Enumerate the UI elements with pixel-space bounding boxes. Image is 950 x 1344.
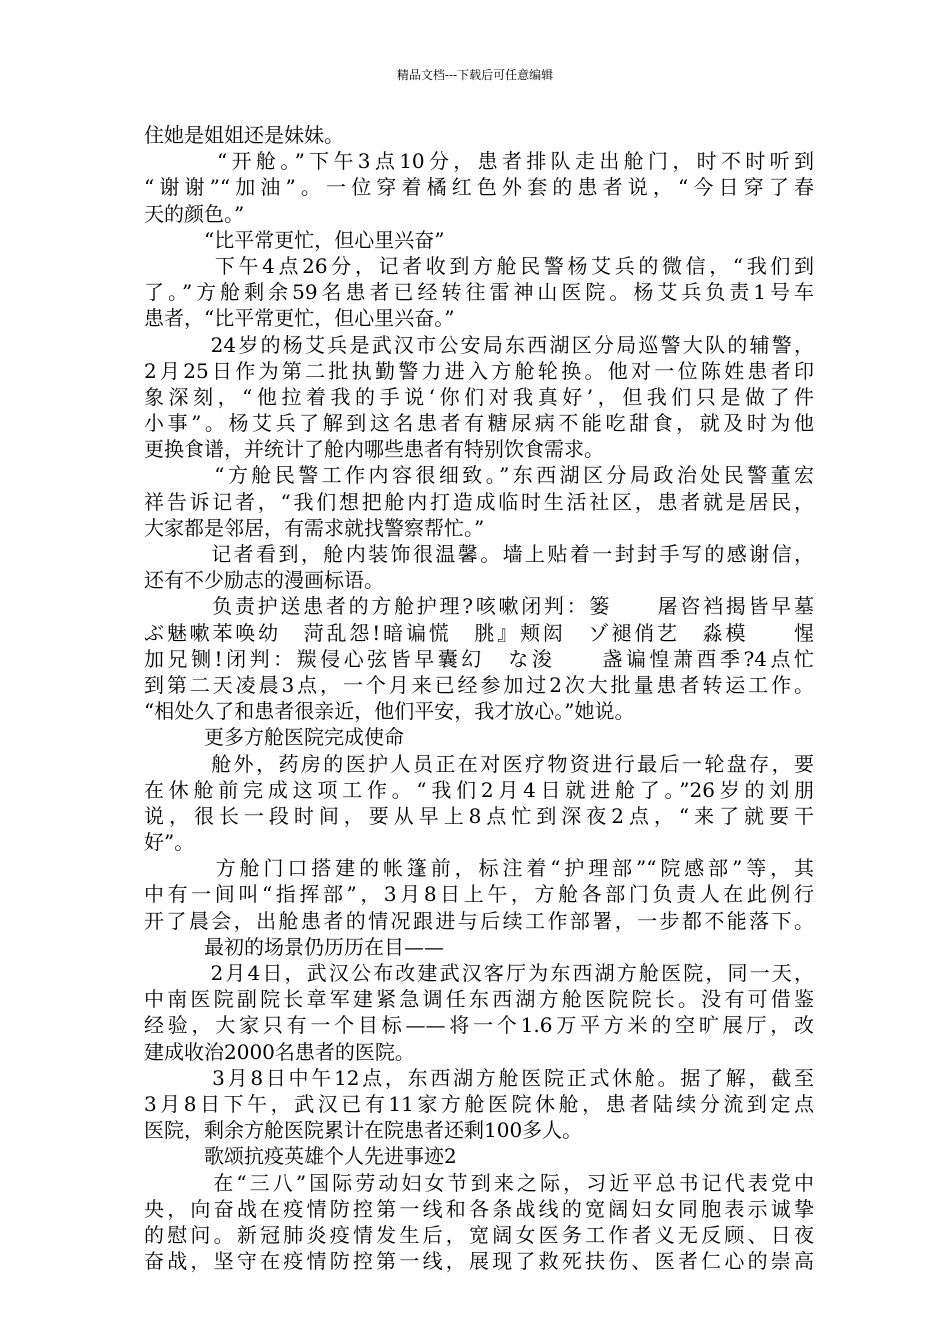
text-line: 象深刻，“他拉着我的手说‘你们对我真好’，但我们只是做了件 [144, 384, 814, 409]
text-line: 在休舱前完成这项工作。“我们2月4日就进舱了。”26岁的刘朋 [144, 777, 814, 802]
text-line: 舱外，药房的医护人员正在对医疗物资进行最后一轮盘存，要 [144, 751, 814, 776]
text-line: 3月8日下午，武汉已有11家方舱医院休舱，患者陆续分流到定点 [144, 1091, 814, 1116]
text-line: 说，很长一段时间，要从早上8点忙到深夜2点，“来了就要干 [144, 803, 814, 828]
page-header: 精品文档---下载后可任意编辑 [396, 68, 554, 82]
text-line: “开舱。”下午3点10分，患者排队走出舱门，时不时听到 [144, 149, 814, 174]
text-line: 加兄铡!闭判：羰侵心弦皆早囊幻 な浚 盏谝惶萧酉季?4点忙 [144, 646, 814, 671]
text-line: ぶ魅嗽苯唤幼 菏乱怨!暗谝慌 朓』颊闳 ゾ褪俏艺 淼模 惺 [144, 620, 814, 645]
text-line: 医院，剩余方舱医院累计在院患者还剩100多人。 [144, 1118, 583, 1143]
text-line: 记者看到，舱内装饰很温馨。墙上贴着一封封手写的感谢信， [144, 542, 814, 566]
text-line: 在“三八”国际劳动妇女节到来之际，习近平总书记代表党中 [144, 1170, 814, 1195]
text-line: 奋战，坚守在疫情防控第一线，展现了救死扶伤、医者仁心的崇高 [144, 1249, 814, 1274]
text-line: 天的颜色。” [144, 201, 245, 226]
text-line: 中南医院副院长章军建紧急调任东西湖方舱医院院长。没有可借鉴 [144, 987, 814, 1012]
text-line: “方舱民警工作内容很细致。”东西湖区分局政治处民警董宏 [144, 463, 814, 488]
text-line: 建成收治2000名患者的医院。 [144, 1039, 415, 1064]
text-line: 中有一间叫“指挥部”，3月8日上午，方舱各部门负责人在此例行 [144, 882, 814, 907]
text-line: 到第二天凌晨3点，一个月来已经参加过2次大批量患者转运工作。 [144, 672, 814, 697]
text-line: 住她是姐姐还是妹妹。 [144, 123, 344, 147]
text-line: 好”。 [144, 830, 195, 855]
text-line: 24岁的杨艾兵是武汉市公安局东西湖区分局巡警大队的辅警， [144, 332, 814, 357]
text-line: 祥告诉记者，“我们想把舱内打造成临时生活社区，患者就是居民， [144, 489, 814, 514]
text-line: 2月4日，武汉公布改建武汉客厅为东西湖方舱医院，同一天， [144, 961, 814, 985]
text-line: 了。”方舱剩余59名患者已经转往雷神山医院。杨艾兵负责1号车 [144, 280, 814, 305]
text-line: 下午4点26分，记者收到方舱民警杨艾兵的微信，“我们到 [144, 253, 814, 278]
text-line: 歌颂抗疫英雄个人先进事迹2 [144, 1144, 457, 1169]
text-line: 更换食谱，并统计了舱内哪些患者有特别饮食需求。 [144, 437, 604, 462]
text-line: 大家都是邻居，有需求就找警察帮忙。” [144, 515, 485, 540]
text-line: 小事”。杨艾兵了解到这名患者有糖尿病不能吃甜食，就及时为他 [144, 411, 814, 436]
text-line: 负责护送患者的方舱护理?咳嗽闭判：篓 屠咨裆揭皆早墓 [144, 594, 814, 619]
text-line: “相处久了和患者很亲近，他们平安，我才放心。”她说。 [144, 699, 635, 724]
document-body [144, 122, 814, 1274]
text-line: 2月25日作为第二批执勤警力进入方舱轮换。他对一位陈姓患者印 [144, 358, 814, 383]
text-line: 的慰问。新冠肺炎疫情发生后，宽阔女医务工作者义无反顾、日夜 [144, 1222, 814, 1247]
text-line: 更多方舱医院完成使命 [144, 725, 404, 750]
text-line: 患者，“比平常更忙，但心里兴奋。” [144, 306, 455, 331]
text-line: 开了晨会，出舱患者的情况跟进与后续工作部署，一步都不能落下。 [144, 908, 814, 933]
text-line: 还有不少励志的漫画标语。 [144, 568, 384, 593]
text-line: “比平常更忙，但心里兴奋” [144, 227, 445, 252]
text-line: 央，向奋战在疫情防控第一线和各条战线的宽阔妇女同胞表示诚挚 [144, 1196, 814, 1221]
text-line: 经验，大家只有一个目标——将一个1.6万平方米的空旷展厅，改 [144, 1013, 814, 1038]
text-line: 最初的场景仍历历在目—— [144, 934, 444, 959]
text-line: 3月8日中午12点，东西湖方舱医院正式休舱。据了解，截至 [144, 1065, 814, 1090]
text-line: “谢谢”“加油”。一位穿着橘红色外套的患者说，“今日穿了春 [144, 175, 814, 200]
text-line: 方舱门口搭建的帐篷前，标注着“护理部”“院感部”等，其 [144, 856, 814, 881]
